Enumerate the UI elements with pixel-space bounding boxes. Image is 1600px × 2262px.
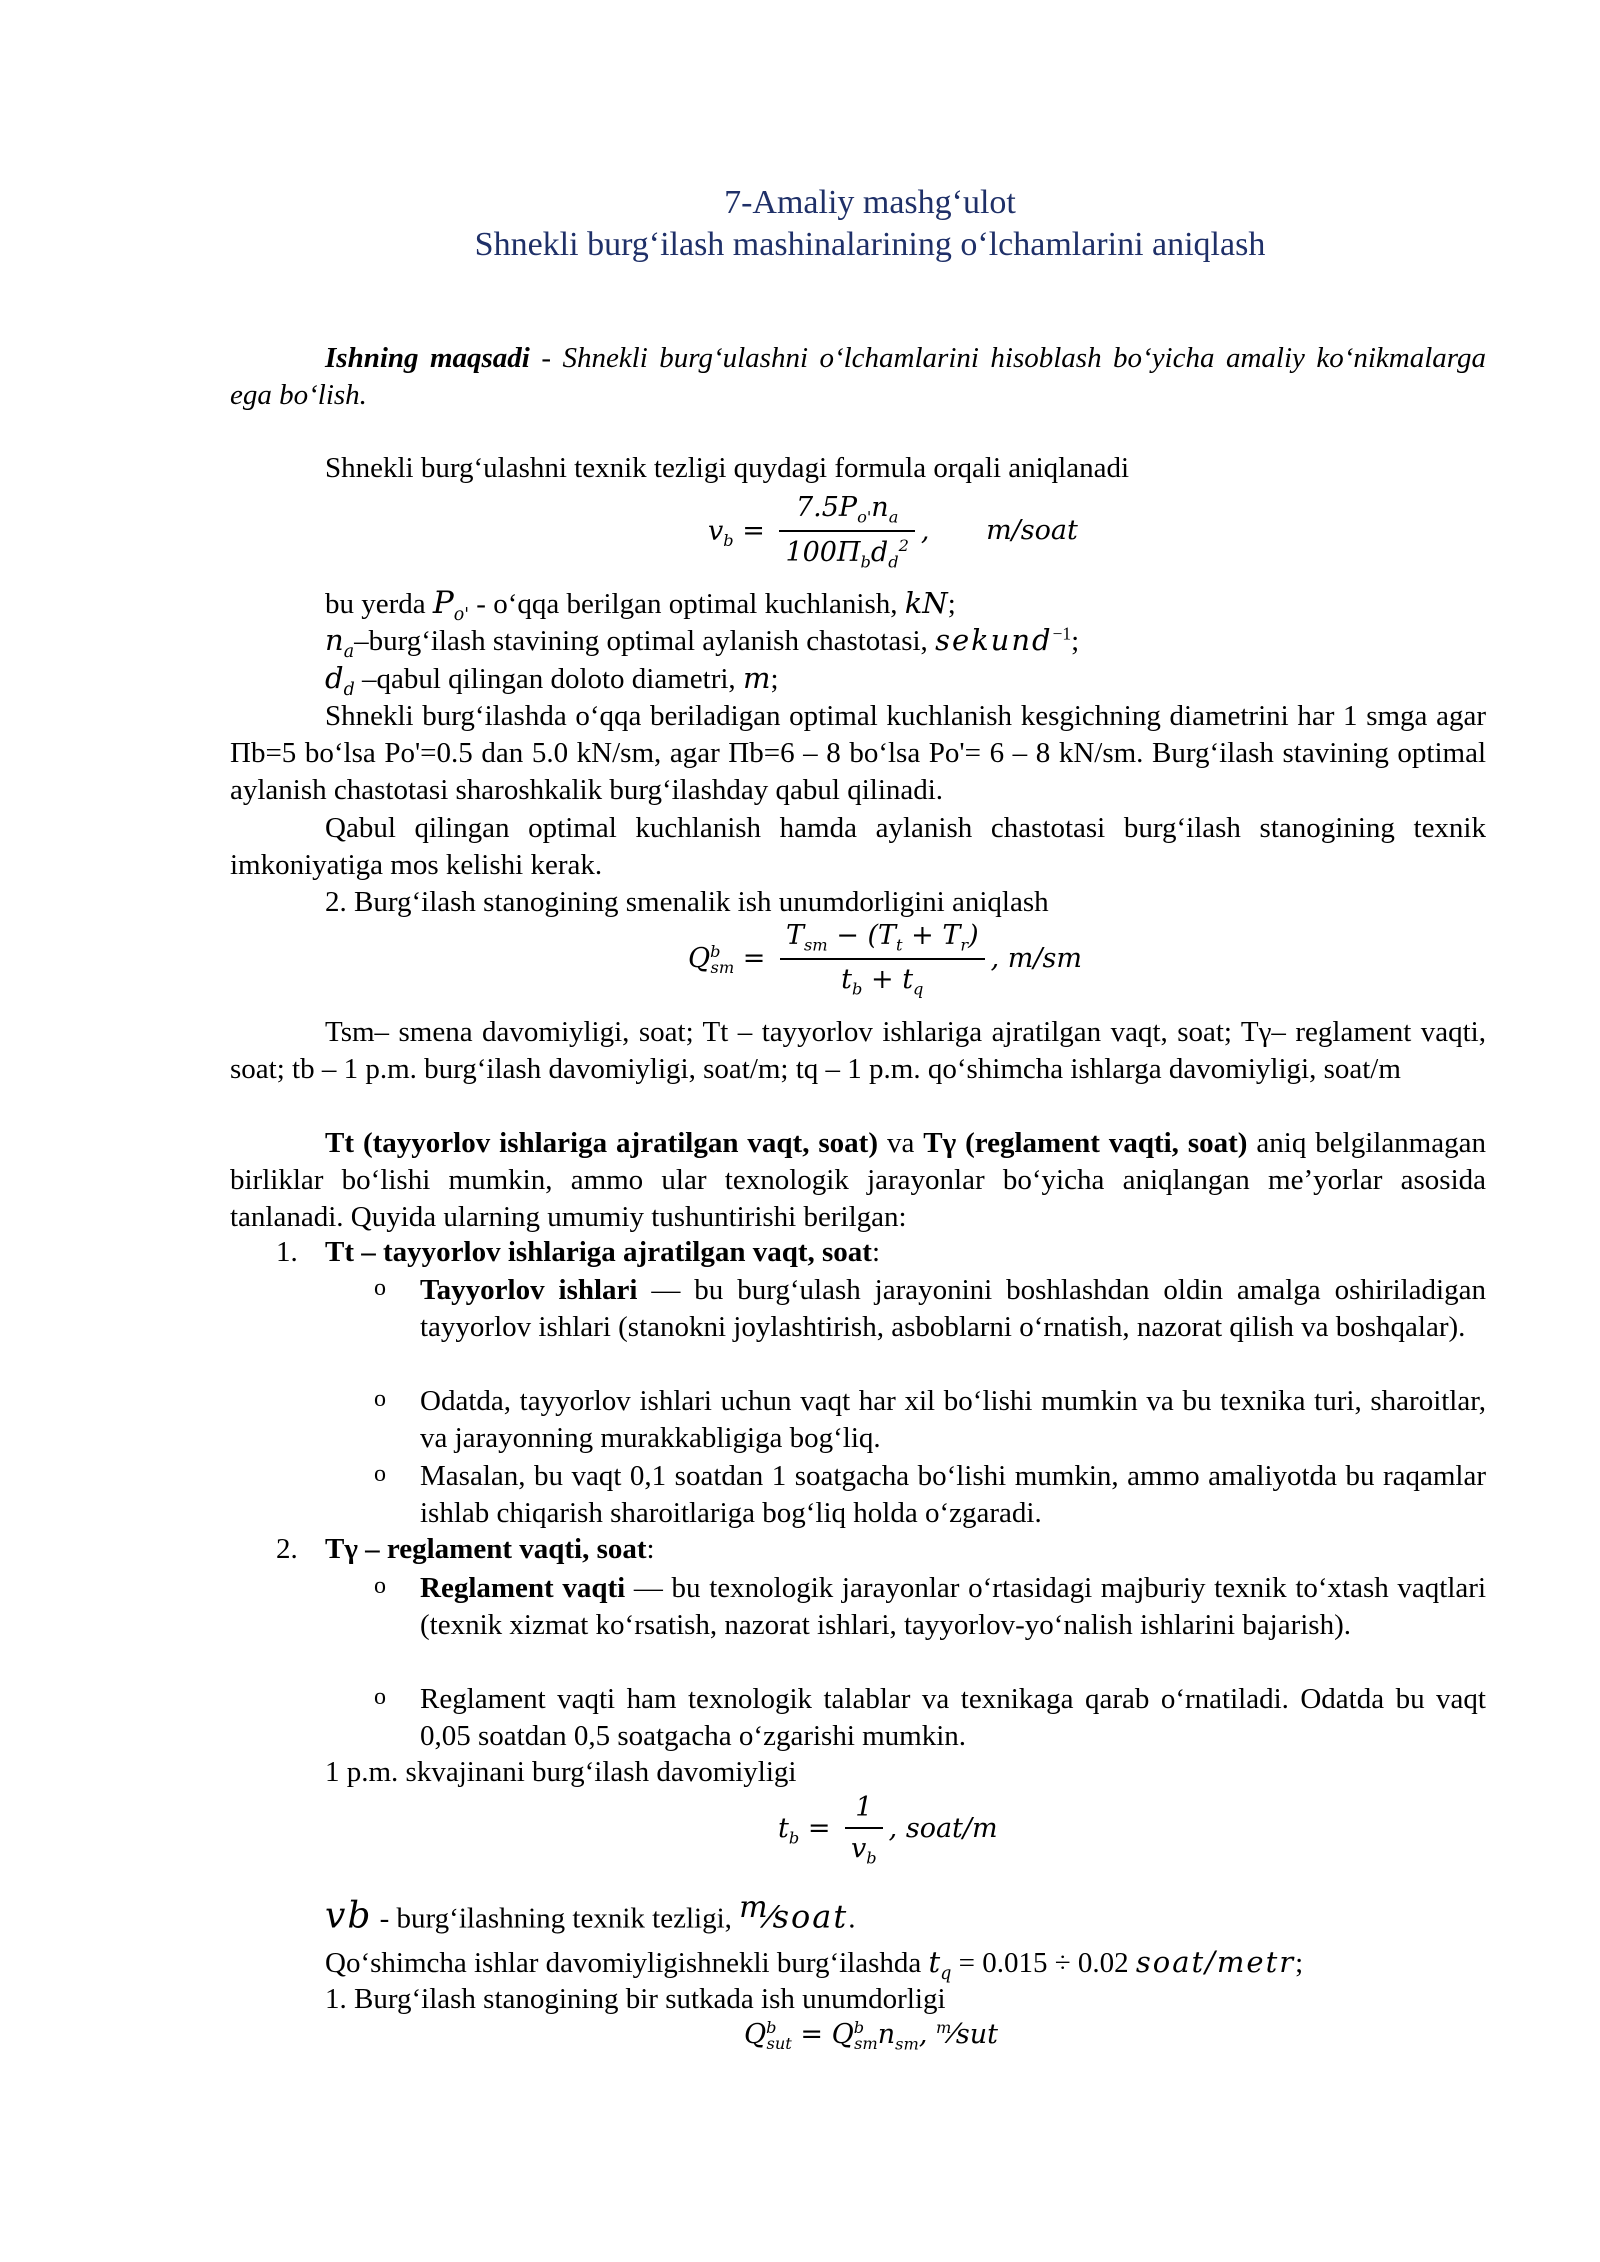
para-accepted: Qabul qilingan optimal kuchlanish hamda aylanish chastotasi burg‘ilash stanogining texnik imkoniyatiga mos kelishi kerak. <box>230 812 1486 881</box>
list-title-2: Tγ – reglament vaqti, soat: <box>325 1533 655 1565</box>
goal-label: Ishning maqsadi <box>325 342 530 374</box>
def-rotation: $n_a-burg‘ilash$ stavining optimal aylanish chastotasi, sekund$^{-1}$; <box>325 623 1080 662</box>
page-subtitle: Shnekli burg‘ilash mashinalarining o‘lchamlarini aniqlash <box>474 226 1266 263</box>
extra-work-duration: Qo‘shimcha ishlar davomiyligishnekli burg‘ilashda $t_q = 0.015 \div 0.02$ soat/metr; <box>325 1945 1304 1984</box>
bullet-mark: o <box>374 1573 386 1599</box>
para-optimal-force: Shnekli burg‘ilashda o‘qqa beriladigan optimal kuchlanish kesgichning diametrini har 1 smga agar Пb=5 bo‘lsa Po'=0.5 dan 5.0 kN/sm, agar Пb=6 – 8 bo‘lsa Po'= 6 – 8 kN/sm. Burg‘ilash stavining optimal aylanish chastotasi sharoshkalik burg‘ilashday qabul qilinadi. <box>230 700 1486 806</box>
para-tt-tgamma: Tt (tayyorlov ishlariga ajratilgan vaqt, soat) va Tγ (reglament vaqti, soat) aniq belgilanmagan birliklar bo‘lishi mumkin, ammo ular texnologik jarayonlar bo‘yicha aniqlangan me’yorlar asosida tanlanadi. Quyida ularning umumiy tushuntirishi berilgan: <box>230 1127 1486 1233</box>
list-2-bullet-1: Reglament vaqti — bu texnologik jarayonlar o‘rtasidagi majburiy texnik to‘xtash vaqtlari (texnik xizmat ko‘rsatish, nazorat ishlari, tayyorlov-yo‘nalish ishlarini bajarish). <box>420 1572 1486 1641</box>
formula-technical-speed: $v_b$ = $\frac{7.5P_{o'}n_a}{100\Pi_bd_d^2}$ , m/soat <box>708 492 1078 572</box>
list-2-bullet-2: Reglament vaqti ham texnologik talablar va texnikaga qarab o‘rnatiladi. Odatda bu vaqt 0,05 soatdan 0,5 soatgacha o‘zgarishi mumkin. <box>420 1683 1486 1752</box>
bullet-mark: o <box>374 1684 386 1710</box>
def-vb: vb - burg‘ilashning texnik tezligi, $^m$⁄soat. <box>325 1890 856 1937</box>
bullet-mark: o <box>374 1461 386 1487</box>
list-1-bullet-2: Odatda, tayyorlov ishlari uchun vaqt har xil bo‘lishi mumkin va bu texnika turi, sharoitlar, va jarayonning murakkabligiga bog‘liq. <box>420 1385 1486 1454</box>
bullet-mark: o <box>374 1386 386 1412</box>
formula-shift-productivity: $Q^b_{sm}$ = $\frac{T_{sm} - (T_t + T_r)}{t_b + t_q}$ , m/sm <box>688 920 1082 999</box>
list-number-1: 1. <box>276 1236 298 1268</box>
goal-text: Shnekli burg‘ulashni o‘lchamlarini hisoblash bo‘yicha amaliy ko‘nikmalarga ega bo‘lish. <box>230 342 1486 411</box>
para-terms: Tsm– smena davomiyligi, soat; Tt – tayyorlov ishlariga ajratilgan vaqt, soat; Tγ– reglament vaqti, soat; tb – 1 p.m. burg‘ilash davomiyligi, soat/m; tq – 1 p.m. qo‘shimcha ishlarga davomiyligi, soat/m <box>230 1016 1486 1085</box>
intro-text: Shnekli burg‘ulashni texnik tezligi quydagi formula orqali aniqlanadi <box>325 452 1130 484</box>
list-number-2: 2. <box>276 1533 298 1565</box>
list-1-bullet-1: Tayyorlov ishlari — bu burg‘ulash jarayonini boshlashdan oldin amalga oshiriladigan tayyorlov ishlari (stanokni joylashtirish, asboblarni o‘rnatish, nazorat qilish va boshqalar). <box>420 1274 1486 1343</box>
page-title: 7-Amaliy mashg‘ulot <box>724 184 1016 221</box>
list-title-1: Tt – tayyorlov ishlariga ajratilgan vaqt, soat: <box>325 1236 881 1268</box>
def-diameter: $d_d$ –qabul qilingan doloto diametri, m; <box>325 661 779 700</box>
formula-daily-productivity: $Q^b_{sut} = Q^b_{sm}n_{sm}$, $^m$⁄sut <box>744 2018 998 2054</box>
drill-duration-heading: 1 p.m. skvajinani burg‘ilash davomiyligi <box>325 1756 797 1788</box>
goal-paragraph: Ishning maqsadi - Shnekli burg‘ulashni o‘lchamlarini hisoblash bo‘yicha amaliy ko‘nikmalarga ega bo‘lish. <box>230 342 1486 411</box>
formula-drill-duration: $t_b$ = $\frac{1}{v_b}$ , soat/m <box>778 1792 998 1868</box>
list-1-bullet-3: Masalan, bu vaqt 0,1 soatdan 1 soatgacha bo‘lishi mumkin, ammo amaliyotda bu raqamlar ishlab chiqarish sharoitlariga bog‘liq holda o‘zgaradi. <box>420 1460 1486 1529</box>
daily-productivity-heading: 1. Burg‘ilash stanogining bir sutkada ish unumdorligi <box>325 1983 946 2015</box>
def-force: bu yerda $P_{o'}$ - o‘qqa berilgan optimal kuchlanish, kN; <box>325 585 956 625</box>
bullet-mark: o <box>374 1275 386 1301</box>
section-2-heading: 2. Burg‘ilash stanogining smenalik ish unumdorligini aniqlash <box>325 886 1049 918</box>
